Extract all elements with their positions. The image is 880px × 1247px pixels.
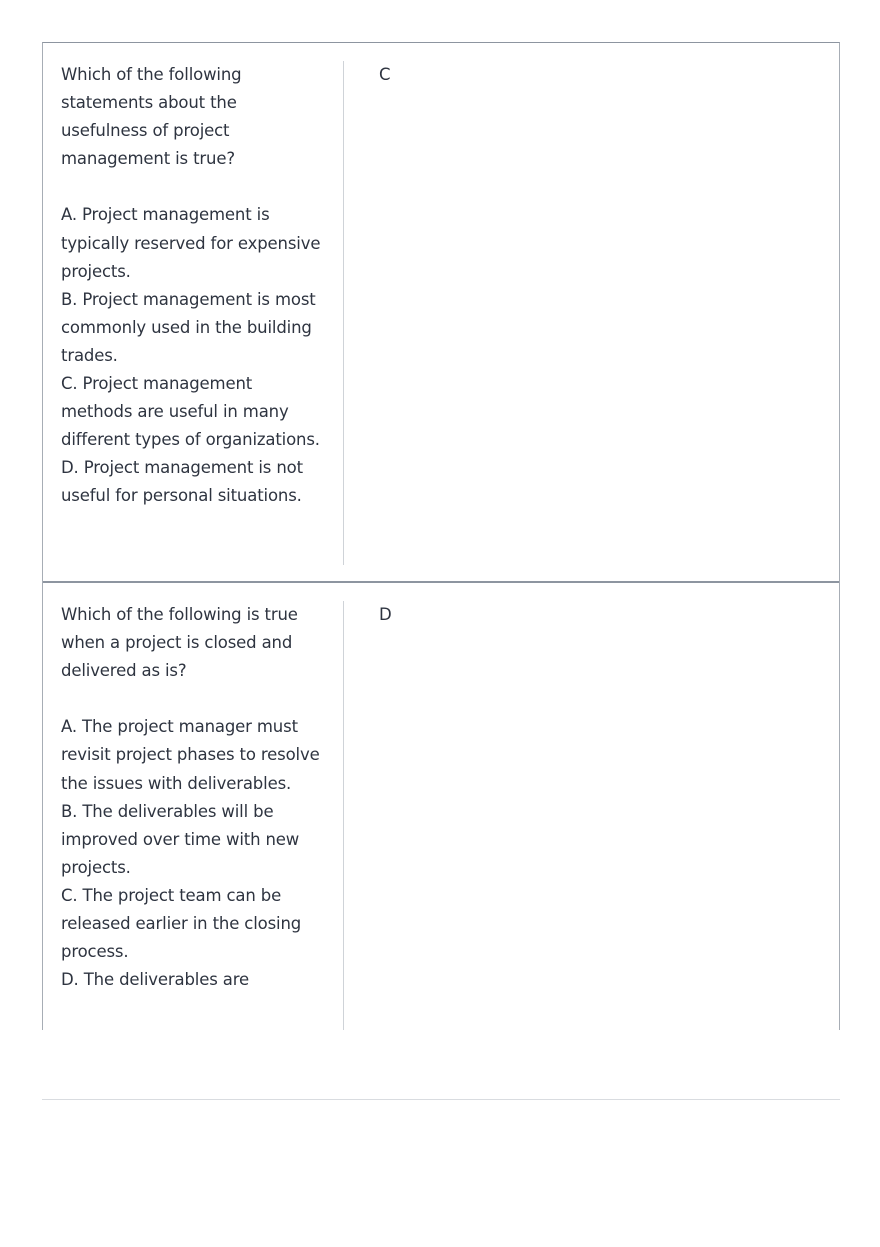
column-divider: [343, 61, 344, 565]
card-term: Which of the following statements about the usefulness of project management is true? A. Project management is typically reserved for expensive projects. B. Project management is most commonly used in the building trades. C. Project management methods are useful in many different types of organizations. D. Project management is not useful for personal situations.: [61, 65, 321, 506]
flashcard[interactable]: [43, 583, 839, 1030]
flashcard-list: [42, 42, 840, 1030]
card-definition: C: [379, 65, 391, 84]
card-term: Which of the following is true when a project is closed and delivered as is? A. The project manager must revisit project phases to resolve the issues with deliverables. B. The deliverables will be improved over time with new projects. C. The project team can be released earlier in the closing process. D. The deliverables are: [61, 605, 320, 990]
card-definition: D: [379, 605, 392, 624]
footer-divider: [42, 1099, 840, 1100]
column-divider: [343, 601, 344, 1030]
flashcard[interactable]: [43, 43, 839, 583]
